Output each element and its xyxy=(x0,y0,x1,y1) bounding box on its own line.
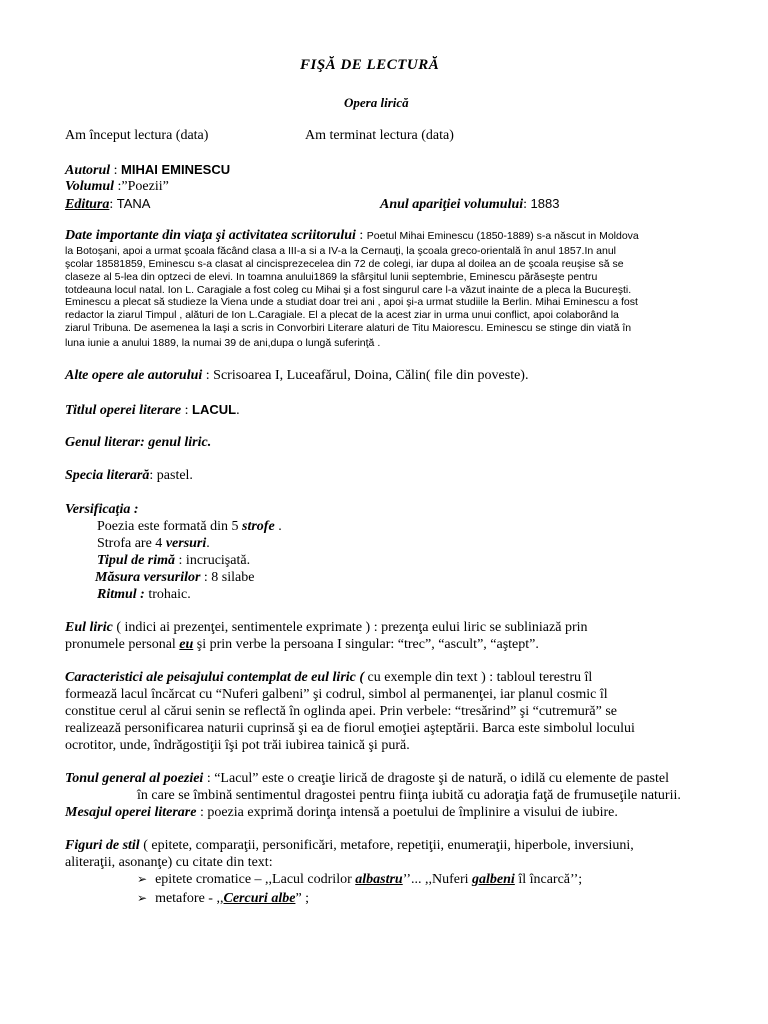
bio-line: ziarul Tribuna. De asemenea la Iaşi a scris in Convorbiri Literare alaturi de Titu Maiorescu. Eminescu se stinge din viată în xyxy=(65,322,632,334)
figures-line-2: aliteraţii, asonanţe) cu citate din text: xyxy=(65,855,273,870)
publisher-value: TANA xyxy=(116,196,151,211)
lyric-self-emphasis: eu xyxy=(179,637,194,652)
species-label: Specia literară xyxy=(65,468,150,483)
bio-heading-line: Date importante din viaţa şi activitatea scriitorului : Poetul Mihai Eminescu (1850-1889) s-a născut in Moldova xyxy=(65,228,639,243)
bio-line: totdeauna locul natal. Ion L. Caragiale a fost coleg cu Mihai şi a fost singurul care l-a văzut inainte de a pleca la Bucureşti. xyxy=(65,284,632,296)
lyric-self-line-1: Eul liric ( indici ai prezenţei, sentimentele exprimate ) : prezenţa eului liric se subliniază prin xyxy=(65,620,588,635)
other-works-value: : Scrisoarea I, Luceafărul, Doina, Călin( file din poveste). xyxy=(202,368,529,383)
author-label: Autorul xyxy=(65,163,111,178)
rhyme-line xyxy=(97,553,250,569)
year-line: Anul apariţiei volumului: 1883 xyxy=(380,196,560,212)
lyric-self-label: Eul liric xyxy=(65,620,113,635)
bio-line: şcolar 18581859, Eminescu s-a clasat al cincisprezecelea din 72 de colegi, iar dupa al doilea an de şcoala reuşise să se xyxy=(65,258,624,270)
work-title-line: Titlul operei literare : LACUL. xyxy=(65,402,240,418)
bio-line: la Botoşani, apoi a urmat şcoala făcând clasa a III-a si a IV-a la Cernauţi, la şcoala greco-orientală în anul 1857.In anul xyxy=(65,245,616,257)
reading-started: Am început lectura (data) xyxy=(65,128,209,143)
strophes-line: Poezia este formată din 5 strofe . xyxy=(97,519,282,534)
figures-line-1: Figuri de stil ( epitete, comparaţii, personificări, metafore, repetiţii, enumeraţii, hiperbole, inversiuni, xyxy=(65,838,634,853)
versification-label: Versificaţia : xyxy=(65,502,139,517)
figures-label: Figuri de stil xyxy=(65,838,140,853)
volume-line xyxy=(65,179,169,195)
publisher-line: Editura: TANA xyxy=(65,196,151,212)
message-value: : poezia exprimă dorinţa intensă a poetului de împlinire a visului de iubire. xyxy=(196,805,618,820)
author-line: Autorul : MIHAI EMINESCU xyxy=(65,162,231,178)
strophes-emphasis: strofe xyxy=(242,519,275,534)
bio-label: Date importante din viaţa şi activitatea scriitorului xyxy=(65,228,356,243)
bio-line: Eminescu a plecat să studieze la Viena unde a studiat doar trei ani , apoi şi-a urmat studiile la Berlin. Mihai Eminescu a fost xyxy=(65,296,638,308)
bio-line: claseze al 5-lea din optzeci de elevi. In toamna anului1869 la sfârşitul lunii septembrie, Eminescu părăseşte pentru xyxy=(65,271,598,283)
publisher-label: Editura xyxy=(65,197,110,212)
landscape-line-1: Caracteristici ale peisajului contemplat de eul liric ( cu exemple din text ) : tabloul terestru îl xyxy=(65,670,593,685)
rhyme-label: Tipul de rimă xyxy=(97,553,176,568)
figures-bullet-2: ➢ metafore - ,,Cercuri albe” ; xyxy=(137,891,310,906)
figure-emphasis: Cercuri albe xyxy=(223,891,296,906)
landscape-line: formează lacul încărcat cu “Nuferi galbeni” şi codrul, simbol al permanenţei, iar planul cosmic îl xyxy=(65,687,608,702)
measure-line xyxy=(95,570,254,586)
other-works-label: Alte opere ale autorului xyxy=(65,368,203,383)
verses-line: Strofa are 4 versuri. xyxy=(97,536,210,551)
landscape-line: constitue cerul al cărui senin se reflectă în oglinda apei. Prin verbele: “tresărind” şi “cutremură” se xyxy=(65,704,617,719)
volume-value: :”Poezii” xyxy=(114,179,169,194)
species-value: : pastel. xyxy=(149,468,193,483)
tone-label: Tonul general al poeziei xyxy=(65,771,204,786)
tone-line-2: în care se îmbină sentimentul dragostei pentru fiinţa iubită cu adoraţia faţă de frumuseţile naturii. xyxy=(137,788,681,803)
measure-value: : 8 silabe xyxy=(200,570,255,585)
other-works-line xyxy=(65,368,528,384)
lyric-self-line-2: pronumele personal eu şi prin verbe la persoana I singular: “trec”, “ascult”, “aştept”. xyxy=(65,637,539,652)
landscape-line: realizează personificarea naturii cuprinsă şi ea de fiorul emoţiei aşteptării. Barca este simbolul locului xyxy=(65,721,635,736)
document-title: FIŞĂ DE LECTURĂ xyxy=(300,57,440,73)
rhythm-value: trohaic. xyxy=(144,587,191,602)
rhythm-line xyxy=(97,587,191,603)
landscape-line: ocrotitor, unde, îndrăgostiţii îşi pot trăi iubirea tainică şi pură. xyxy=(65,738,410,753)
reading-finished: Am terminat lectura (data) xyxy=(305,128,454,143)
figures-bullet-1: ➢ epitete cromatice – ,,Lacul codrilor albastru’’... ,,Nuferi galbeni îl încarcă’’; xyxy=(137,872,583,887)
tone-line-1: Tonul general al poeziei : “Lacul” este o creaţie lirică de dragoste şi de natură, o idilă cu elemente de pastel xyxy=(65,771,669,786)
bio-last-line: luna iunie a anului 1889, la numai 39 de ani,dupa o lungă suferinţă . xyxy=(65,337,381,349)
document-subtitle: Opera lirică xyxy=(344,95,409,110)
work-title-value: LACUL xyxy=(192,402,237,417)
bio-line: redactor la ziarul Timpul , alături de Ion L.Caragiale. El a plecat de la acest ziar in urma unui conflict, apoi colaborând la xyxy=(65,309,619,321)
rhythm-label: Ritmul : xyxy=(97,587,145,602)
figure-emphasis: galbeni xyxy=(472,872,515,887)
landscape-label: Caracteristici ale peisajului contemplat de eul liric ( xyxy=(65,670,365,685)
message-label: Mesajul operei literare xyxy=(65,805,197,820)
rhyme-value: : incrucişată. xyxy=(175,553,251,568)
arrow-bullet-icon: ➢ xyxy=(137,891,148,905)
work-title-label: Titlul operei literare xyxy=(65,403,182,418)
message-line xyxy=(65,805,618,821)
figure-emphasis: albastru xyxy=(355,872,403,887)
measure-label: Măsura versurilor xyxy=(95,570,201,585)
species-line xyxy=(65,468,193,484)
year-label: Anul apariţiei volumului xyxy=(380,197,524,212)
arrow-bullet-icon: ➢ xyxy=(137,872,148,886)
genre-line: Genul literar: genul liric. xyxy=(65,435,212,450)
bio-first-line: Poetul Mihai Eminescu (1850-1889) s-a născut in Moldova xyxy=(366,230,639,242)
verses-emphasis: versuri xyxy=(165,536,207,551)
volume-label: Volumul xyxy=(65,179,115,194)
year-value: 1883 xyxy=(530,196,560,211)
author-value: MIHAI EMINESCU xyxy=(121,162,231,177)
